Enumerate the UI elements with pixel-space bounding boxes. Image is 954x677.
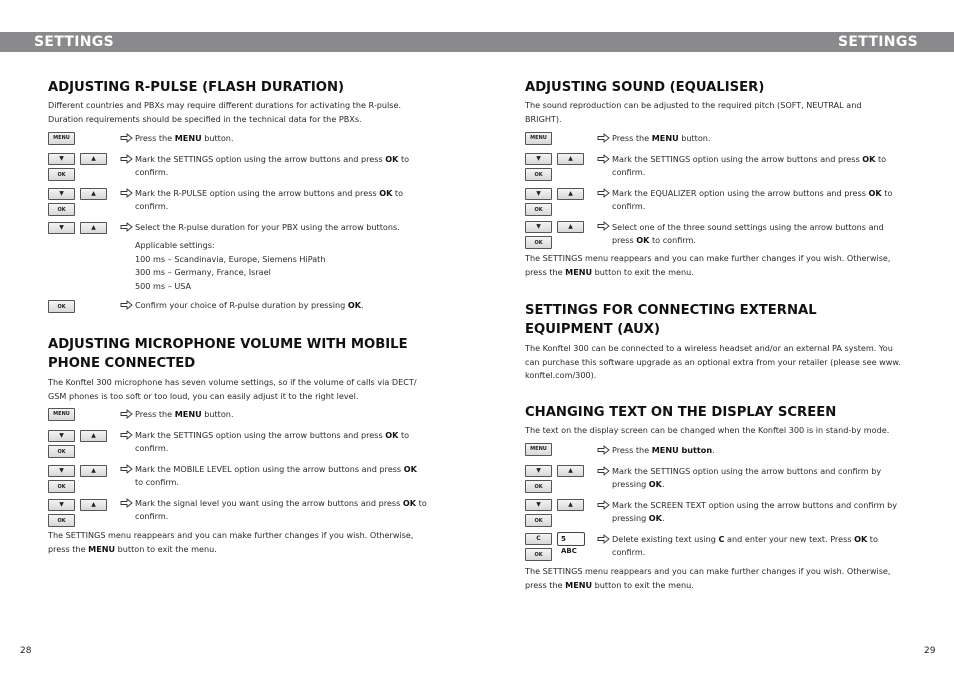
up-key: ▲ (557, 153, 584, 165)
step-text: Press the MENU button. (135, 133, 234, 143)
down-key: ▼ (48, 465, 75, 477)
step-text: Mark the R-PULSE option using the arrow buttons and press OK to confirm. (135, 188, 404, 211)
arrow-icon (120, 409, 133, 419)
down-key: ▼ (48, 153, 75, 165)
step-text: Mark the SETTINGS option using the arrow buttons and press OK to confirm. (612, 154, 887, 177)
arrow-icon (597, 445, 610, 455)
ok-key: OK (525, 514, 552, 527)
menu-key: MENU (525, 443, 552, 456)
up-key: ▲ (557, 188, 584, 200)
page-title-right: SETTINGS (838, 34, 918, 50)
ok-key: OK (48, 300, 75, 313)
step-text: Mark the SETTINGS option using the arrow buttons and press OK to confirm. (135, 154, 410, 177)
ok-key: OK (525, 548, 552, 561)
menu-key: MENU (48, 408, 75, 421)
section-intro-sound: The sound reproduction can be adjusted to the required pitch (SOFT, NEUTRAL and BRIGHT). (525, 100, 862, 124)
section-intro-display-text: The text on the display screen can be changed when the Konftel 300 is in stand-by mode. (525, 425, 890, 435)
menu-key: MENU (48, 132, 75, 145)
arrow-icon (120, 498, 133, 508)
page-number-left: 28 (20, 646, 32, 656)
down-key: ▼ (525, 188, 552, 200)
arrow-icon (597, 500, 610, 510)
applicable-item: 300 ms – Germany, France, Israel (135, 267, 271, 278)
step-text: Mark the MOBILE LEVEL option using the arrow buttons and press OK to confirm. (135, 464, 417, 487)
down-key: ▼ (525, 465, 552, 477)
arrow-icon (597, 188, 610, 198)
section-intro-r-pulse: Different countries and PBXs may require different durations for activating the R-pulse. Duration requirements should be specified in the technical data for the PBXs. (48, 100, 402, 124)
section-title-aux: SETTINGS FOR CONNECTING EXTERNAL EQUIPMENT (AUX) (525, 303, 817, 337)
up-key: ▲ (80, 430, 107, 442)
ok-key: OK (48, 514, 75, 527)
arrow-icon (120, 222, 133, 232)
step-text: Mark the signal level you want using the arrow buttons and press OK to confirm. (135, 498, 427, 521)
arrow-icon (597, 534, 610, 544)
section-outro: The SETTINGS menu reappears and you can make further changes if you wish. Otherwise, press the MENU button to exit the menu. (48, 530, 414, 554)
applicable-item: 100 ms – Scandinavia, Europe, Siemens HiPath (135, 253, 326, 264)
ok-key: OK (525, 480, 552, 493)
header-bar (0, 32, 954, 52)
arrow-icon (597, 154, 610, 164)
step-text: Mark the EQUALIZER option using the arrow buttons and press OK to confirm. (612, 188, 893, 211)
arrow-icon (120, 133, 133, 143)
section-title-display-text: CHANGING TEXT ON THE DISPLAY SCREEN (525, 405, 837, 420)
section-intro-mic-volume: The Konftel 300 microphone has seven volume settings, so if the volume of calls via DECT/ GSM phones is too soft or too loud, you can easily adjust it to the right level. (48, 377, 417, 401)
section-title-mic-volume: ADJUSTING MICROPHONE VOLUME WITH MOBILE PHONE CONNECTED (48, 337, 408, 371)
page-number-right: 29 (924, 646, 936, 656)
down-key: ▼ (525, 221, 552, 233)
section-intro-aux: The Konftel 300 can be connected to a wireless headset and/or an external PA system. You can purchase this software upgrade as an optional extra from your retailer (please see www. konftel.com/300). (525, 343, 901, 381)
ok-key: OK (525, 168, 552, 181)
up-key: ▲ (80, 222, 107, 234)
down-key: ▼ (48, 222, 75, 234)
up-key: ▲ (557, 221, 584, 233)
up-key: ▲ (80, 499, 107, 511)
applicable-item: 500 ms – USA (135, 280, 192, 291)
arrow-icon (120, 188, 133, 198)
section-outro: The SETTINGS menu reappears and you can make further changes if you wish. Otherwise, press the MENU button to exit the menu. (525, 566, 891, 590)
applicable-title: Applicable settings: (135, 240, 215, 250)
section-title-r-pulse: ADJUSTING R-PULSE (FLASH DURATION) (48, 80, 345, 95)
step-text: Confirm your choice of R-pulse duration by pressing OK. (135, 300, 364, 310)
up-key: ▲ (80, 188, 107, 200)
ok-key: OK (48, 168, 75, 181)
step-text: Select the R-pulse duration for your PBX using the arrow buttons. (135, 222, 400, 232)
ok-key: OK (48, 203, 75, 216)
applicable-settings (135, 239, 425, 293)
ok-key: OK (525, 203, 552, 216)
step-text: Delete existing text using C and enter your new text. Press OK to confirm. (612, 534, 878, 557)
section-title-sound: ADJUSTING SOUND (EQUALISER) (525, 80, 765, 95)
arrow-icon (597, 133, 610, 143)
step-text: Mark the SCREEN TEXT option using the arrow buttons and confirm by pressing OK. (612, 500, 898, 523)
arrow-icon (120, 154, 133, 164)
step-text: Press the MENU button. (612, 133, 711, 143)
down-key: ▼ (48, 188, 75, 200)
down-key: ▼ (525, 153, 552, 165)
up-key: ▲ (80, 465, 107, 477)
step-text: Select one of the three sound settings using the arrow buttons and press OK to confirm. (612, 222, 884, 245)
arrow-icon (597, 466, 610, 476)
keypad-5-key: 5 ABC (557, 532, 585, 546)
up-key: ▲ (80, 153, 107, 165)
step-text: Press the MENU button. (135, 409, 234, 419)
down-key: ▼ (525, 499, 552, 511)
step-text: Press the MENU button. (612, 445, 715, 455)
step-text: Mark the SETTINGS option using the arrow buttons and confirm by pressing OK. (612, 466, 882, 489)
c-key: C (525, 533, 552, 545)
ok-key: OK (48, 445, 75, 458)
down-key: ▼ (48, 430, 75, 442)
page-title-left: SETTINGS (34, 34, 114, 50)
up-key: ▲ (557, 499, 584, 511)
ok-key: OK (525, 236, 552, 249)
arrow-icon (597, 221, 610, 231)
section-outro: The SETTINGS menu reappears and you can make further changes if you wish. Otherwise, press the MENU button to exit the menu. (525, 253, 891, 277)
ok-key: OK (48, 480, 75, 493)
arrow-icon (120, 300, 133, 310)
menu-key: MENU (525, 132, 552, 145)
step-text: Mark the SETTINGS option using the arrow buttons and press OK to confirm. (135, 430, 410, 453)
up-key: ▲ (557, 465, 584, 477)
down-key: ▼ (48, 499, 75, 511)
arrow-icon (120, 464, 133, 474)
arrow-icon (120, 430, 133, 440)
